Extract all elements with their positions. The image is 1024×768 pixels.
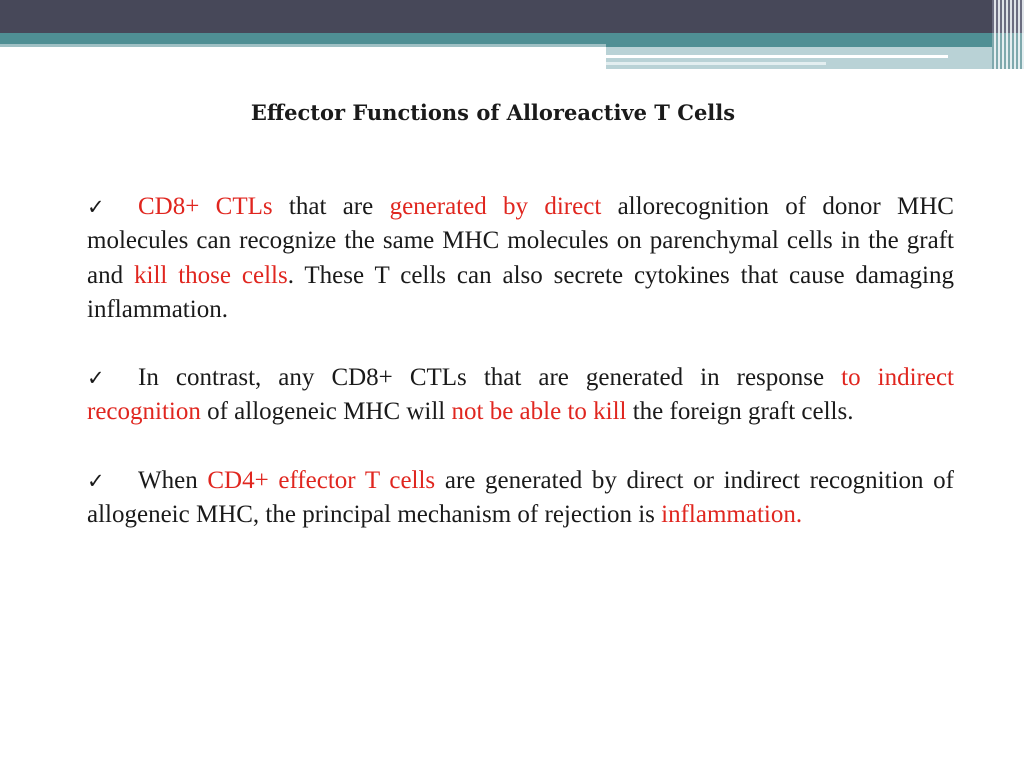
header-white-line bbox=[606, 55, 948, 58]
bullet-3-seg-2: CD4+ effector T cells bbox=[207, 466, 436, 494]
bullet-2-seg-5: the foreign graft cells. bbox=[626, 398, 854, 426]
bullet-1-seg-6: . These T cells can also secrete cytokines that cause damaging inflammation. bbox=[87, 261, 955, 323]
bullet-list bbox=[87, 190, 954, 566]
check-mark-icon: ✓ bbox=[87, 195, 105, 219]
bullet-item-2 bbox=[87, 361, 954, 430]
header-stripes-lower bbox=[992, 33, 1024, 69]
bullet-1-seg-1: CD8+ CTLs bbox=[138, 193, 273, 220]
slide-title: Effector Functions of Alloreactive T Cells bbox=[250, 100, 736, 125]
bullet-item-3 bbox=[87, 464, 954, 533]
bullet-1-seg-2: that are bbox=[272, 193, 390, 220]
bullet-1-seg-5: kill those cells bbox=[134, 261, 288, 289]
header-dark-band bbox=[0, 0, 1024, 33]
bullet-2-seg-2: to indirect recognition bbox=[87, 364, 954, 426]
header-pale-line bbox=[606, 62, 826, 65]
header-light-block bbox=[606, 47, 1004, 69]
bullet-3-seg-4: inflammation. bbox=[661, 501, 803, 529]
header-light-line bbox=[0, 44, 606, 47]
bullet-2-seg-4: not be able to kill bbox=[451, 398, 627, 426]
bullet-1-seg-4: allorecognition of donor MHC molecules can recognize the same MHC molecules on parenchymal cells in the graft and bbox=[87, 193, 954, 289]
check-mark-icon: ✓ bbox=[87, 366, 105, 391]
bullet-2-seg-3: of allogeneic MHC will bbox=[200, 398, 452, 426]
bullet-1-seg-3: generated by direct bbox=[389, 193, 602, 220]
bullet-3-seg-1: When bbox=[138, 466, 208, 494]
check-mark-icon: ✓ bbox=[87, 468, 105, 493]
bullet-item-1 bbox=[87, 190, 954, 327]
bullet-3-seg-3: are generated by direct or indirect recognition of allogeneic MHC, the principal mechanism of rejection is bbox=[87, 466, 954, 529]
bullet-2-seg-1: In contrast, any CD8+ CTLs that are generated in response bbox=[138, 364, 842, 392]
